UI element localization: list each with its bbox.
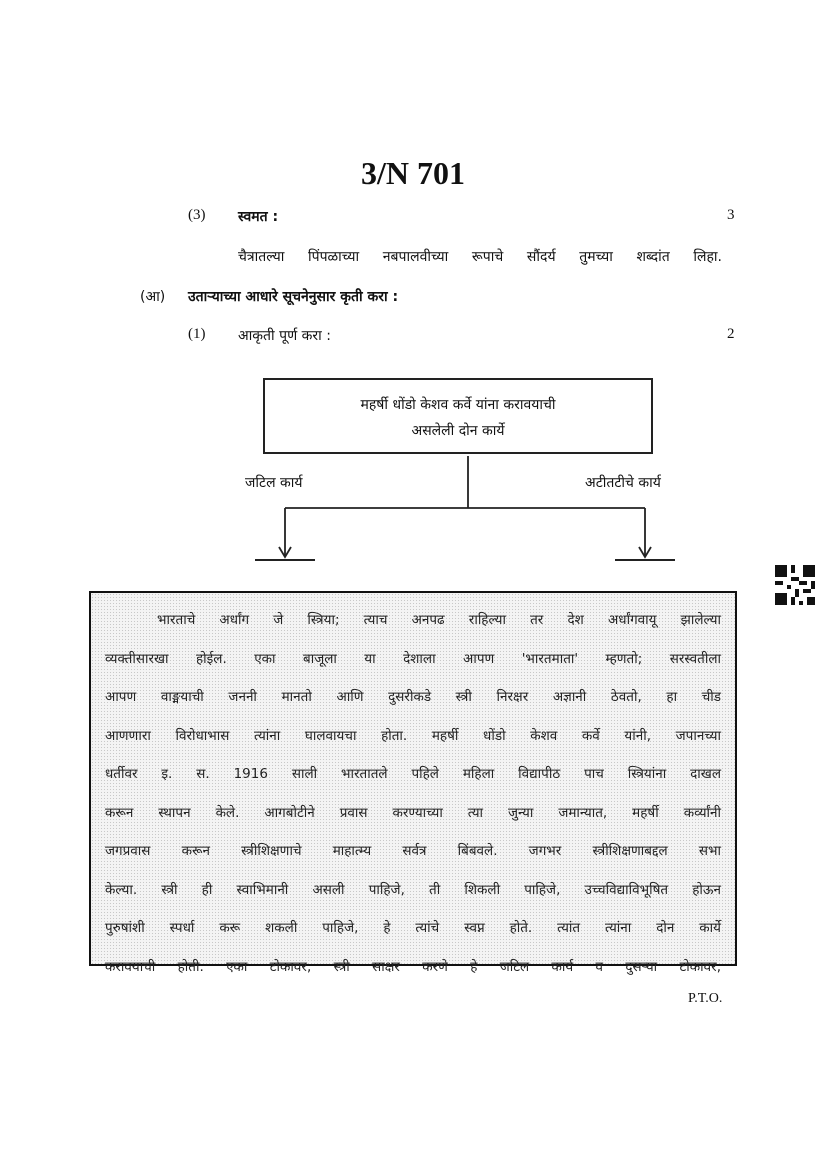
q1-number: (1) (188, 326, 206, 342)
passage-line: आपण वाङ्मयाची जननी मानतो आणि दुसरीकडे स्त्री निरक्षर अज्ञानी ठेवतो, हा चीड (105, 689, 721, 705)
diagram-right-label: अटीतटीचे कार्य (585, 475, 661, 491)
passage-line: व्यक्तीसारखा होईल. एका बाजूला या देशाला आपण 'भारतमाता' म्हणतो; सरस्वतीला (105, 650, 721, 667)
q3-marks: 3 (727, 207, 735, 223)
passage-line: धर्तीवर इ. स. 1916 साली भारतातले पहिले महिला विद्यापीठ पाच स्त्रियांना दाखल (105, 766, 721, 782)
passage-line: जगप्रवास करून स्त्रीशिक्षणाचे माहात्म्य सर्वत्र बिंबवले. जगभर स्त्रीशिक्षणाबद्दल सभा (105, 843, 721, 859)
passage-box (89, 591, 737, 975)
qr-code-icon (775, 565, 815, 605)
section-a-number: (आ) (140, 289, 166, 305)
passage-line: करावयाची होती. एका टोकावर, स्त्री साक्षर करणे हे जटिल कार्य व दुसऱ्या टोकावर, (105, 958, 721, 975)
passage-line: पुरुषांशी स्पर्धा करू शकली पाहिजे, हे त्यांचे स्वप्न होते. त्यांत त्यांना दोन कार्ये (105, 920, 721, 936)
q1-marks: 2 (727, 326, 735, 342)
q3-number: (3) (188, 207, 206, 223)
q3-prompt: चैत्रातल्या पिंपळाच्या नबपालवीच्या रूपाचे सौंदर्य तुमच्या शब्दांत लिहा. (238, 249, 722, 265)
passage-line: आणणारा विरोधाभास त्यांना घालवायचा होता. महर्षी धोंडो केशव कर्वे यांनी, जपानच्या (105, 727, 721, 744)
diagram-left-label: जटिल कार्य (245, 475, 303, 491)
diagram-box-line2: असलेली दोन कार्ये (411, 423, 505, 439)
passage-line: करून स्थापन केले. आगबोटीने प्रवास करण्याच्या त्या जुन्या जमान्यात, महर्षी कर्व्यांनी (105, 804, 721, 821)
passage-line: केल्या. स्त्री ही स्वाभिमानी असली पाहिजे, ती शिकली पाहिजे, उच्चविद्याविभूषित होऊन (105, 881, 721, 898)
q3-label: स्वमत : (238, 209, 279, 225)
pto-label: P.T.O. (688, 991, 723, 1006)
q1-label: आकृती पूर्ण करा : (238, 328, 331, 344)
paper-code: 3/N 701 (361, 155, 465, 191)
passage-line: भारताचे अर्धांग जे स्त्रिया; त्याच अनपढ राहिल्या तर देश अर्धांगवायू झालेल्या (157, 612, 721, 628)
section-a-label: उताऱ्याच्या आधारे सूचनेनुसार कृती करा : (188, 289, 399, 305)
diagram-box-line1: महर्षी धोंडो केशव कर्वे यांना करावयाची (360, 397, 556, 413)
